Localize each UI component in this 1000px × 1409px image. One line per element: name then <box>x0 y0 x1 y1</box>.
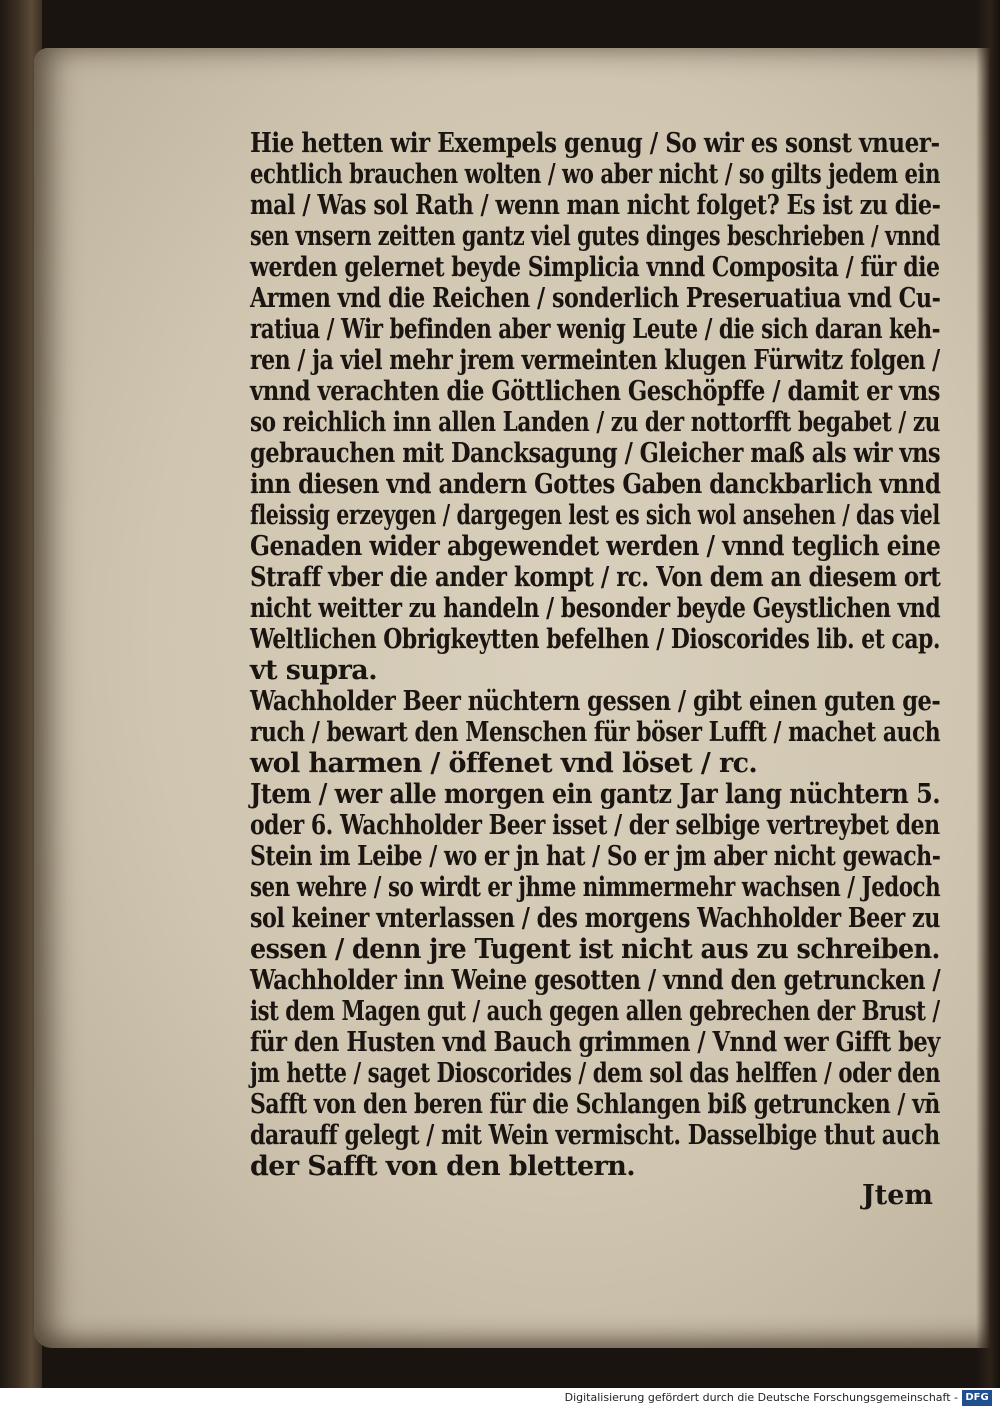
text-line: gebrauchen mit Dancksagung / Gleicher maß als wir vns <box>250 438 941 469</box>
text-line: Wachholder Beer nüchtern gessen / gibt einen guten ge- <box>250 686 941 717</box>
text-line: sen vnsern zeitten gantz viel gutes dinges beschrieben / vnnd <box>250 221 941 252</box>
text-line: Hie hetten wir Exempels genug / So wir es sonst vnuer- <box>250 128 940 159</box>
text-line: der Safft von den blettern. <box>250 1151 636 1182</box>
text-line: sen wehre / so wirdt er jhme nimmermehr wachsen / Jedoch <box>250 872 941 903</box>
text-line: Weltlichen Obrigkeytten befelhen / Dioscorides lib. et cap. <box>250 624 941 655</box>
text-line: fleissig erzeygen / dargegen lest es sich wol ansehen / das viel <box>250 500 940 531</box>
text-line: mal / Was sol Rath / wenn man nicht folget? Es ist zu die- <box>250 190 941 221</box>
funding-credit-text: Digitalisierung gefördert durch die Deutsche Forschungsgemeinschaft - <box>564 1391 958 1404</box>
text-line: Genaden wider abgewendet werden / vnnd teglich eine <box>250 531 941 562</box>
digitization-footer <box>0 1388 1000 1409</box>
page-gutter-shadow <box>976 0 1000 1388</box>
text-line: inn diesen vnd andern Gottes Gaben danckbarlich vnnd <box>250 469 941 500</box>
text-line: so reichlich inn allen Landen / zu der nottorfft begabet / zu <box>250 407 940 438</box>
dfg-logo: DFG <box>962 1390 992 1406</box>
text-line: Stein im Leibe / wo er jn hat / So er jm aber nicht gewach- <box>250 841 941 872</box>
text-line: echtlich brauchen wolten / wo aber nicht / so gilts jedem ein <box>250 159 941 190</box>
text-line: werden gelernet beyde Simplicia vnnd Composita / für die <box>250 252 940 283</box>
text-line: Jtem / wer alle morgen ein gantz Jar lang nüchtern 5. <box>250 779 941 810</box>
text-line: Safft von den beren für die Schlangen biß getruncken / vn̄ <box>250 1089 940 1120</box>
text-line: nicht weitter zu handeln / besonder beyde Geystlichen vnd <box>250 593 941 624</box>
text-line: essen / denn jre Tugent ist nicht aus zu schreiben. <box>250 934 940 965</box>
page-text-block <box>250 128 940 1182</box>
text-line: darauff gelegt / mit Wein vermischt. Dasselbige thut auch <box>250 1120 940 1151</box>
text-line: Straff vber die ander kompt / rc. Von dem an diesem ort <box>250 562 941 593</box>
text-line: oder 6. Wachholder Beer isset / der selbige vertreybet den <box>250 810 940 841</box>
text-line: ren / ja viel mehr jrem vermeinten klugen Fürwitz folgen / <box>250 345 940 376</box>
text-line: sol keiner vnterlassen / des morgens Wachholder Beer zu <box>250 903 940 934</box>
text-line: Wachholder inn Weine gesotten / vnnd den getruncken / <box>250 965 941 996</box>
text-line: vnnd verachten die Göttlichen Geschöpffe / damit er vns <box>250 376 940 407</box>
text-line: ratiua / Wir befinden aber wenig Leute / die sich daran keh- <box>250 314 940 345</box>
text-line: ruch / bewart den Menschen für böser Lufft / machet auch <box>250 717 941 748</box>
text-line: wol harmen / öffenet vnd löset / rc. <box>250 748 758 779</box>
catchword: Jtem <box>862 1180 933 1211</box>
text-line: für den Husten vnd Bauch grimmen / Vnnd wer Gifft bey <box>250 1027 940 1058</box>
text-line: Armen vnd die Reichen / sonderlich Preseruatiua vnd Cu- <box>250 283 941 314</box>
text-line: vt supra. <box>250 655 377 686</box>
text-line: ist dem Magen gut / auch gegen allen gebrechen der Brust / <box>250 996 940 1027</box>
text-line: jm hette / saget Dioscorides / dem sol das helffen / oder den <box>250 1058 941 1089</box>
